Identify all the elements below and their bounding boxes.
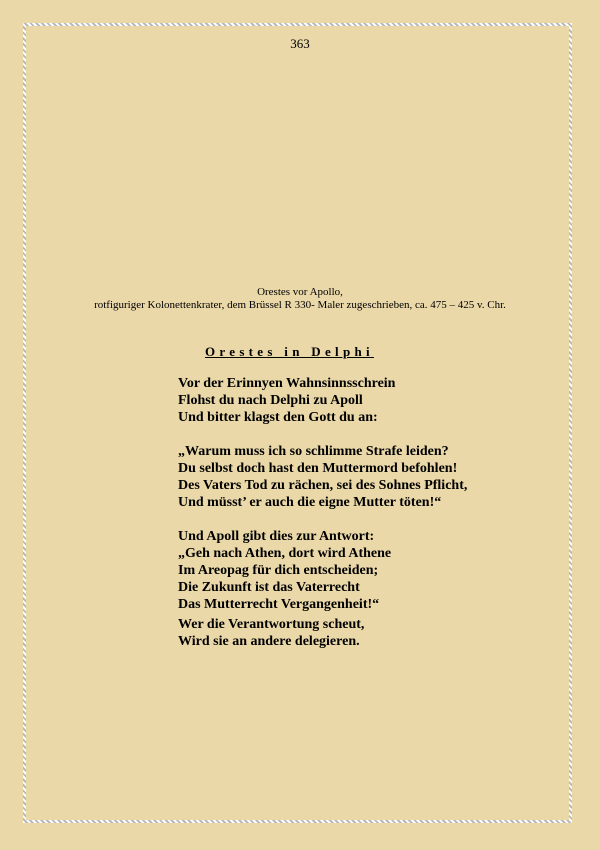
poem-line: Das Mutterrecht Vergangenheit!“ (178, 597, 380, 612)
poem-stanza-2 (178, 443, 467, 511)
poem-line: Und bitter klagst den Gott du an: (178, 410, 378, 425)
image-caption-line-1: Orestes vor Apollo, (257, 286, 343, 298)
poem-stanza-1 (178, 375, 395, 426)
poem-title: Orestes in Delphi (205, 344, 374, 359)
poem-line: „Geh nach Athen, dort wird Athene (178, 546, 392, 561)
poem-line: Flohst du nach Delphi zu Apoll (178, 393, 363, 408)
poem-line: „Warum muss ich so schlimme Strafe leiden? (178, 444, 449, 459)
poem-line: Die Zukunft ist das Vaterrecht (178, 580, 360, 595)
poem-line: Wird sie an andere delegieren. (178, 634, 360, 649)
image-caption-line-2: rotfiguriger Kolonettenkrater, dem Brüssel R 330- Maler zugeschrieben, ca. 475 – 425 v. Chr. (94, 299, 506, 311)
poem-stanza-4 (178, 616, 364, 650)
poem-stanza-3 (178, 528, 391, 613)
poem-line: Vor der Erinnyen Wahnsinnsschrein (178, 376, 396, 391)
poem-line: Und Apoll gibt dies zur Antwort: (178, 529, 375, 544)
poem-line: Wer die Verantwortung scheut, (178, 617, 365, 632)
poem-line: Des Vaters Tod zu rächen, sei des Sohnes Pflicht, (178, 478, 468, 493)
poem-line: Und müsst’ er auch die eigne Mutter töten!“ (178, 495, 442, 510)
page-number: 363 (290, 36, 310, 51)
poem-line: Du selbst doch hast den Muttermord befohlen! (178, 461, 458, 476)
poem-line: Im Areopag für dich entscheiden; (178, 563, 379, 578)
